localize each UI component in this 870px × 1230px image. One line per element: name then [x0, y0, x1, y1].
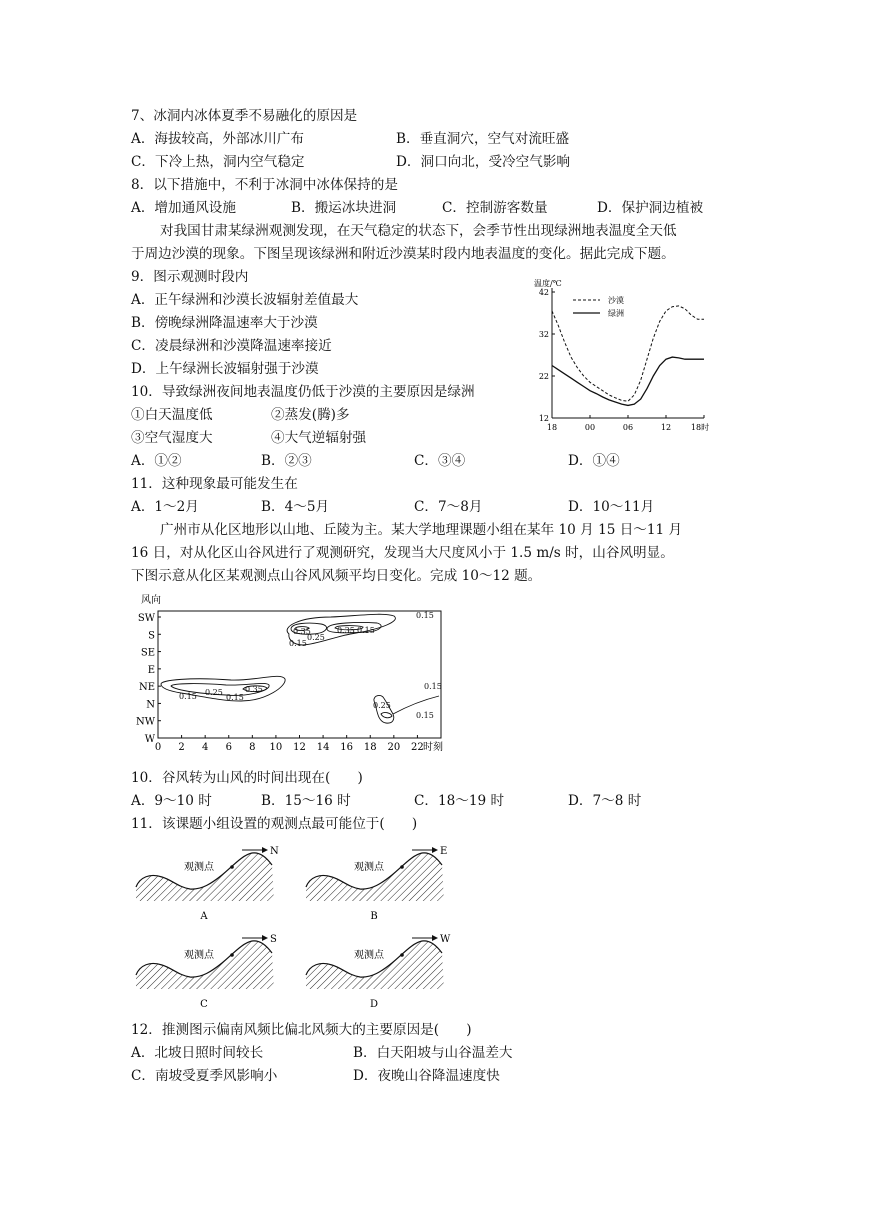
q10a-item-1: ①白天温度低 — [131, 407, 213, 423]
temp-series-line-oasis — [552, 357, 704, 405]
temp-chart-legend — [573, 295, 624, 318]
contour-night-inner — [381, 713, 392, 718]
q10b-option-d[interactable]: D．7～8 时 — [568, 793, 642, 809]
wind-x-tick-label: 18 — [363, 742, 377, 753]
contour-label: 0.25 — [373, 701, 391, 710]
wind-x-tick-label: 12 — [293, 742, 306, 753]
temp-chart-ylabel: 温度/℃ — [534, 279, 562, 288]
arrowhead-icon — [262, 847, 268, 853]
terrain-hatch — [306, 941, 444, 989]
passage2-line3: 下图示意从化区某观测点山谷风风频平均日变化。完成 10～12 题。 — [131, 568, 542, 584]
q12-option-a[interactable]: A．北坡日照时间较长 — [131, 1045, 264, 1061]
terrain-panel-b[interactable] — [306, 846, 447, 922]
q11a-option-a[interactable]: A．1～2月 — [131, 499, 199, 515]
q10a-item-2: ②蒸发(腾)多 — [271, 407, 350, 423]
temperature-line-chart — [528, 274, 738, 439]
q8-option-b[interactable]: B．搬运冰块进洞 — [291, 200, 397, 216]
q10b-option-a[interactable]: A．9～10 时 — [131, 793, 212, 809]
q10a-item-4: ④大气逆辐射强 — [271, 430, 367, 446]
terrain-hatch — [306, 853, 444, 901]
observation-point-label: 观测点 — [354, 950, 384, 961]
q9-option-b[interactable]: B．傍晚绿洲降温速率大于沙漠 — [131, 315, 318, 331]
wind-x-tick-label: 6 — [225, 742, 232, 753]
wind-x-tick-label: 16 — [340, 742, 354, 753]
observation-point-dot — [230, 865, 234, 869]
wind-y-tick-label: S — [148, 630, 155, 642]
wind-y-tick-label: NW — [135, 716, 155, 728]
q11a-stem: 11．这种现象最可能发生在 — [131, 476, 298, 492]
legend-oasis-label: 绿洲 — [608, 309, 624, 318]
contour-label: 0.15 — [289, 639, 307, 648]
temp-x-tick-label: 18时 — [690, 423, 710, 432]
wind-chart-contour-labels — [179, 611, 442, 720]
contour-label: 0.15 — [357, 626, 375, 635]
q8-option-a[interactable]: A．增加通风设施 — [131, 200, 236, 216]
contour-label: 0.15 — [226, 693, 244, 702]
q7-option-d[interactable]: D．洞口向北，受冷空气影响 — [396, 154, 571, 170]
wind-x-tick-label: 22 — [411, 742, 424, 753]
observation-point-label: 观测点 — [354, 862, 384, 873]
legend-desert-label: 沙漠 — [608, 296, 624, 305]
contour-label: 0.15 — [416, 711, 434, 720]
wind-x-tick-label: 8 — [249, 742, 256, 753]
q9-option-a[interactable]: A．正午绿洲和沙漠长波辐射差值最大 — [131, 292, 359, 308]
q7-option-c[interactable]: C．下冷上热，洞内空气稳定 — [131, 154, 305, 170]
q10a-option-c[interactable]: C．③④ — [414, 453, 466, 469]
terrain-panel-d[interactable] — [306, 934, 451, 1010]
contour-label: 0.15 — [416, 611, 434, 620]
q12-option-d[interactable]: D．夜晚山谷降温速度快 — [353, 1068, 500, 1084]
temp-x-tick-label: 06 — [622, 423, 634, 432]
q8-option-d[interactable]: D．保护洞边植被 — [597, 200, 704, 216]
temp-y-tick-label: 42 — [538, 288, 549, 297]
q10b-stem: 10．谷风转为山风的时间出现在( ) — [131, 770, 363, 786]
temp-x-tick-label: 12 — [660, 423, 672, 432]
wind-x-tick-label: 10 — [269, 742, 283, 753]
wind-chart-axes — [136, 613, 424, 753]
q11b-stem: 11．该课题小组设置的观测点最可能位于( ) — [131, 816, 418, 832]
direction-label: W — [440, 934, 451, 945]
wind-x-tick-label: 2 — [178, 742, 185, 753]
temp-y-tick-label: 32 — [538, 330, 549, 339]
q12-stem: 12．推测图示偏南风频比偏北风频大的主要原因是( ) — [131, 1022, 472, 1038]
arrowhead-icon — [262, 935, 268, 941]
q10a-option-a[interactable]: A．①② — [131, 453, 182, 469]
temp-chart-series — [552, 306, 704, 406]
passage1-line1: 对我国甘肃某绿洲观测发现，在天气稳定的状态下，会季节性出现绿洲地表温度全天低 — [160, 223, 677, 239]
passage2-line1: 广州市从化区地形以山地、丘陵为主。某大学地理课题小组在某年 10 月 15 日～11 月 — [160, 522, 683, 538]
q10a-stem: 10．导致绿洲夜间地表温度仍低于沙漠的主要原因是绿洲 — [131, 384, 475, 400]
q10b-option-c[interactable]: C．18～19 时 — [414, 793, 505, 809]
wind-y-tick-label: SE — [140, 647, 155, 659]
observation-point-label: 观测点 — [184, 862, 214, 873]
wind-y-tick-label: E — [147, 664, 155, 676]
q12-option-c[interactable]: C．南坡受夏季风影响小 — [131, 1068, 278, 1084]
q8-stem: 8．以下措施中，不利于冰洞中冰体保持的是 — [131, 177, 398, 193]
temp-x-tick-label: 00 — [584, 423, 596, 432]
temp-y-tick-label: 22 — [538, 372, 549, 381]
contour-label: 0.35 — [337, 626, 355, 635]
contour-label: 0.25 — [307, 633, 325, 642]
contour-label: 0.15 — [179, 692, 197, 701]
direction-label: E — [440, 846, 448, 857]
wind-x-tick-label: 4 — [201, 742, 209, 753]
terrain-panel-c[interactable] — [136, 934, 277, 1010]
q11a-option-b[interactable]: B．4～5月 — [261, 499, 330, 515]
wind-y-tick-label: N — [146, 699, 155, 711]
temp-series-line-desert — [552, 306, 704, 401]
direction-label: N — [270, 846, 279, 857]
terrain-hatch — [136, 853, 274, 901]
temp-x-tick-label: 18 — [546, 423, 558, 432]
q10a-option-b[interactable]: B．②③ — [261, 453, 312, 469]
wind-x-tick-label: 20 — [387, 742, 401, 753]
q9-option-d[interactable]: D．上午绿洲长波辐射强于沙漠 — [131, 361, 319, 377]
wind-chart-xlabel: 时刻 — [423, 742, 443, 753]
wind-x-tick-label: 14 — [316, 742, 330, 753]
q10b-option-b[interactable]: B．15～16 时 — [261, 793, 351, 809]
passage1-line2: 于周边沙漠的现象。下图呈现该绿洲和附近沙漠某时段内地表温度的变化。据此完成下题。 — [131, 246, 675, 262]
wind-chart-ylabel: 风向 — [141, 595, 161, 606]
q11a-option-d[interactable]: D．10～11月 — [568, 499, 655, 515]
panel-letter: A — [200, 911, 208, 922]
passage2-line2: 16 日，对从化区山谷风进行了观测研究，发现当大尺度风小于 1.5 m/s 时，山谷风明显。 — [131, 545, 674, 561]
wind-x-tick-label: 0 — [154, 742, 162, 753]
terrain-hatch — [136, 941, 274, 989]
terrain-panel-a[interactable] — [136, 846, 279, 922]
q10a-item-3: ③空气湿度大 — [131, 430, 213, 446]
wind-y-tick-label: NE — [138, 682, 155, 694]
observation-point-dot — [400, 953, 404, 957]
q12-option-b[interactable]: B．白天阳坡与山谷温差大 — [353, 1045, 513, 1061]
panel-letter: D — [369, 999, 379, 1010]
direction-label: S — [270, 934, 277, 945]
contour-label: 0.15 — [424, 682, 442, 691]
q11a-option-c[interactable]: C．7～8月 — [414, 499, 483, 515]
panel-letter: C — [200, 999, 208, 1010]
panel-letter: B — [370, 911, 378, 922]
arrowhead-icon — [432, 847, 438, 853]
wind-frequency-contour-chart — [131, 589, 461, 755]
wind-y-tick-label: W — [144, 734, 155, 745]
q7-option-a[interactable]: A．海拔较高，外部冰川广布 — [131, 131, 304, 147]
wind-y-tick-label: SW — [137, 613, 155, 624]
contour-label: 0.25 — [205, 688, 223, 697]
q9-stem: 9．图示观测时段内 — [131, 269, 249, 285]
arrowhead-icon — [432, 935, 438, 941]
observation-point-label: 观测点 — [184, 950, 214, 961]
contour-label: 0.35 — [293, 627, 311, 636]
q9-option-c[interactable]: C．凌晨绿洲和沙漠降温速率接近 — [131, 338, 332, 354]
contour-label: 0.35 — [245, 685, 263, 694]
observation-point-dot — [400, 865, 404, 869]
terrain-option-panels — [0, 835, 870, 1015]
observation-point-dot — [230, 953, 234, 957]
temp-y-tick-label: 12 — [538, 414, 549, 423]
q7-stem: 7、冰洞内冰体夏季不易融化的原因是 — [131, 108, 358, 124]
q10a-option-d[interactable]: D．①④ — [568, 453, 620, 469]
q8-option-c[interactable]: C．控制游客数量 — [442, 200, 548, 216]
q7-option-b[interactable]: B．垂直洞穴，空气对流旺盛 — [396, 131, 570, 147]
